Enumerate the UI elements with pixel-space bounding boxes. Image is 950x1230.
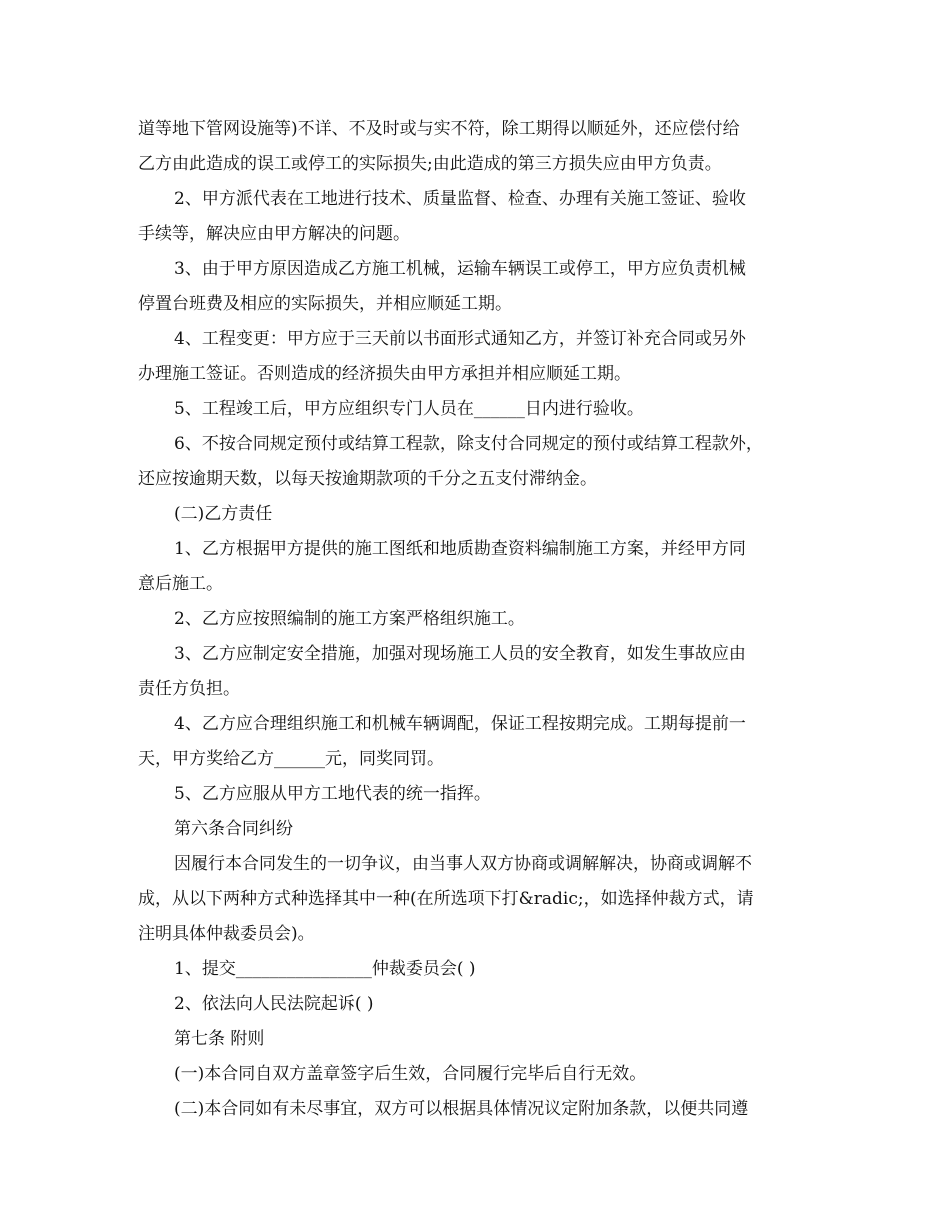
text-line: 乙方由此造成的误工或停工的实际损失;由此造成的第三方损失应由甲方负责。 [138,154,722,174]
text-line: 办理施工签证。否则造成的经济损失由甲方承担并相应顺延工期。 [138,364,631,384]
text-line: 4、乙方应合理组织施工和机械车辆调配，保证工程按期完成。工期每提前一 [174,714,746,734]
text-line: 还应按逾期天数，以每天按逾期款项的千分之五支付滞纳金。 [138,469,597,489]
text-line: 停置台班费及相应的实际损失，并相应顺延工期。 [138,294,512,314]
text-line: 成，从以下两种方式种选择其中一种(在所选项下打&radic;，如选择仲裁方式，请 [138,889,754,909]
text-line: 2、甲方派代表在工地进行技术、质量监督、检查、办理有关施工签证、验收 [174,189,746,209]
text-line: (二)乙方责任 [174,504,273,524]
text-line: 天，甲方奖给乙方______元，同奖同罚。 [138,749,444,769]
text-line: (一)本合同自双方盖章签字后生效，合同履行完毕后自行无效。 [174,1064,647,1084]
text-line: 3、乙方应制定安全措施，加强对现场施工人员的安全教育，如发生事故应由 [174,644,746,664]
text-line: 第七条 附则 [174,1029,265,1049]
text-line: 道等地下管网设施等)不详、不及时或与实不符，除工期得以顺延外，还应偿付给 [138,119,740,139]
text-line: (二)本合同如有未尽事宜，双方可以根据具体情况议定附加条款，以便共同遵 [174,1099,749,1119]
text-line: 2、依法向人民法院起诉( ) [174,994,374,1014]
text-line: 第六条合同纠纷 [174,819,293,839]
text-line: 5、工程竣工后，甲方应组织专门人员在______日内进行验收。 [174,399,644,419]
text-line: 5、乙方应服从甲方工地代表的统一指挥。 [174,784,491,804]
text-line: 意后施工。 [138,574,223,594]
text-line: 6、不按合同规定预付或结算工程款，除支付合同规定的预付或结算工程款外， [174,434,763,454]
text-line: 4、工程变更：甲方应于三天前以书面形式通知乙方，并签订补充合同或另外 [174,329,746,349]
text-line: 手续等，解决应由甲方解决的问题。 [138,224,410,244]
text-line: 1、提交________________仲裁委员会( ) [174,959,476,979]
text-line: 1、乙方根据甲方提供的施工图纸和地质勘查资料编制施工方案，并经甲方同 [174,539,746,559]
document-body [138,112,828,1127]
text-line: 责任方负担。 [138,679,240,699]
text-line: 因履行本合同发生的一切争议，由当事人双方协商或调解解决，协商或调解不 [174,854,752,874]
text-line: 2、乙方应按照编制的施工方案严格组织施工。 [174,609,525,629]
text-line: 注明具体仲裁委员会)。 [138,924,315,944]
text-line: 3、由于甲方原因造成乙方施工机械，运输车辆误工或停工，甲方应负责机械 [174,259,746,279]
